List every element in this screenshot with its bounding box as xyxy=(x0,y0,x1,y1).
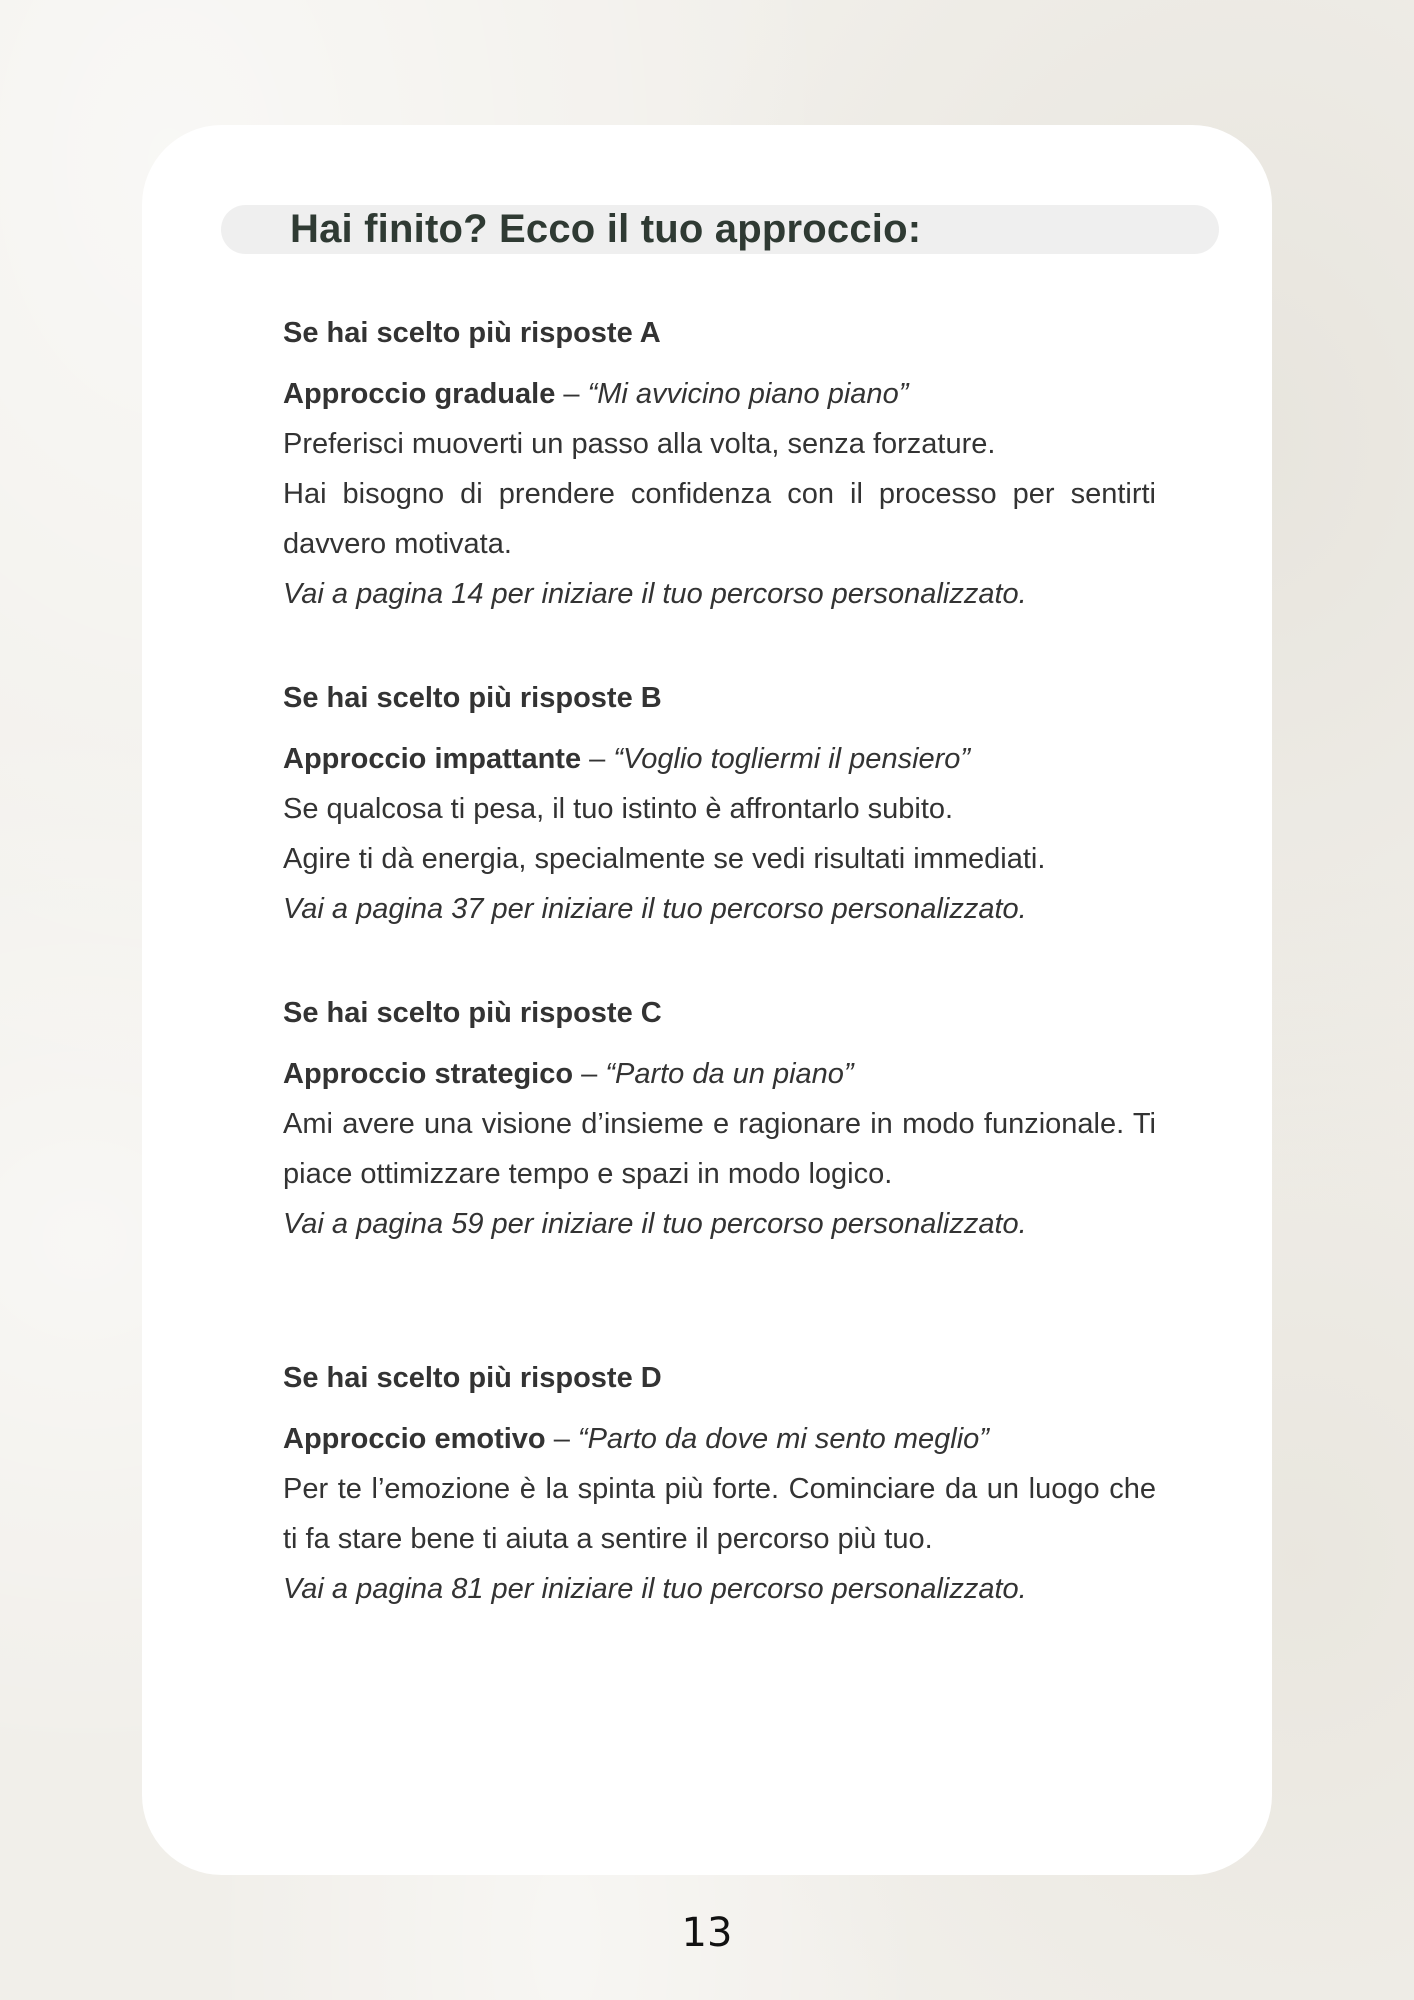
section-heading: Se hai scelto più risposte A xyxy=(283,317,661,349)
page-title: Hai finito? Ecco il tuo approccio: xyxy=(290,207,922,251)
section-heading: Se hai scelto più risposte B xyxy=(283,682,662,714)
approach-description: Agire ti dà energia, specialmente se vedi risultati immediati. xyxy=(283,843,1046,875)
approach-description: Se qualcosa ti pesa, il tuo istinto è affrontarlo subito. xyxy=(283,793,954,825)
approach-name: Approccio impattante xyxy=(283,743,582,775)
dash: – xyxy=(573,1058,606,1090)
dash: – xyxy=(581,743,614,775)
dash: – xyxy=(545,1423,578,1455)
page-reference: Vai a pagina 59 per iniziare il tuo percorso personalizzato. xyxy=(283,1208,1027,1240)
approach-name: Approccio graduale xyxy=(283,378,556,410)
page-reference: Vai a pagina 37 per iniziare il tuo percorso personalizzato. xyxy=(283,893,1027,925)
section-d xyxy=(283,1356,1156,1614)
approach-description: Hai bisogno di prendere confidenza con il processo per sentirti davvero motivata. xyxy=(283,478,1156,560)
approach-quote: “Voglio togliermi il pensiero” xyxy=(613,743,971,775)
approach-line xyxy=(283,734,1156,784)
approach-description: Ami avere una visione d’insieme e ragionare in modo funzionale. Ti piace ottimizzare tempo e spazi in modo logico. xyxy=(283,1108,1156,1190)
page-reference: Vai a pagina 81 per iniziare il tuo percorso personalizzato. xyxy=(283,1573,1027,1605)
page-number: 13 xyxy=(681,1910,733,1956)
content-card xyxy=(142,125,1272,1875)
approach-quote: “Parto da dove mi sento meglio” xyxy=(577,1423,989,1455)
section-c xyxy=(283,991,1156,1249)
section-heading: Se hai scelto più risposte D xyxy=(283,1362,662,1394)
approach-line xyxy=(283,1049,1156,1099)
approach-quote: “Mi avvicino piano piano” xyxy=(587,378,909,410)
section-heading: Se hai scelto più risposte C xyxy=(283,997,662,1029)
dash: – xyxy=(555,378,588,410)
approach-description: Per te l’emozione è la spinta più forte. Cominciare da un luogo che ti fa stare bene ti aiuta a sentire il percorso più tuo. xyxy=(283,1473,1156,1555)
approach-line xyxy=(283,369,1156,419)
approach-name: Approccio strategico xyxy=(283,1058,574,1090)
approach-name: Approccio emotivo xyxy=(283,1423,546,1455)
section-a xyxy=(283,311,1156,619)
approach-quote: “Parto da un piano” xyxy=(605,1058,854,1090)
section-b xyxy=(283,676,1156,934)
approach-description: Preferisci muoverti un passo alla volta, senza forzature. xyxy=(283,428,996,460)
page-reference: Vai a pagina 14 per iniziare il tuo percorso personalizzato. xyxy=(283,578,1027,610)
approach-line xyxy=(283,1414,1156,1464)
